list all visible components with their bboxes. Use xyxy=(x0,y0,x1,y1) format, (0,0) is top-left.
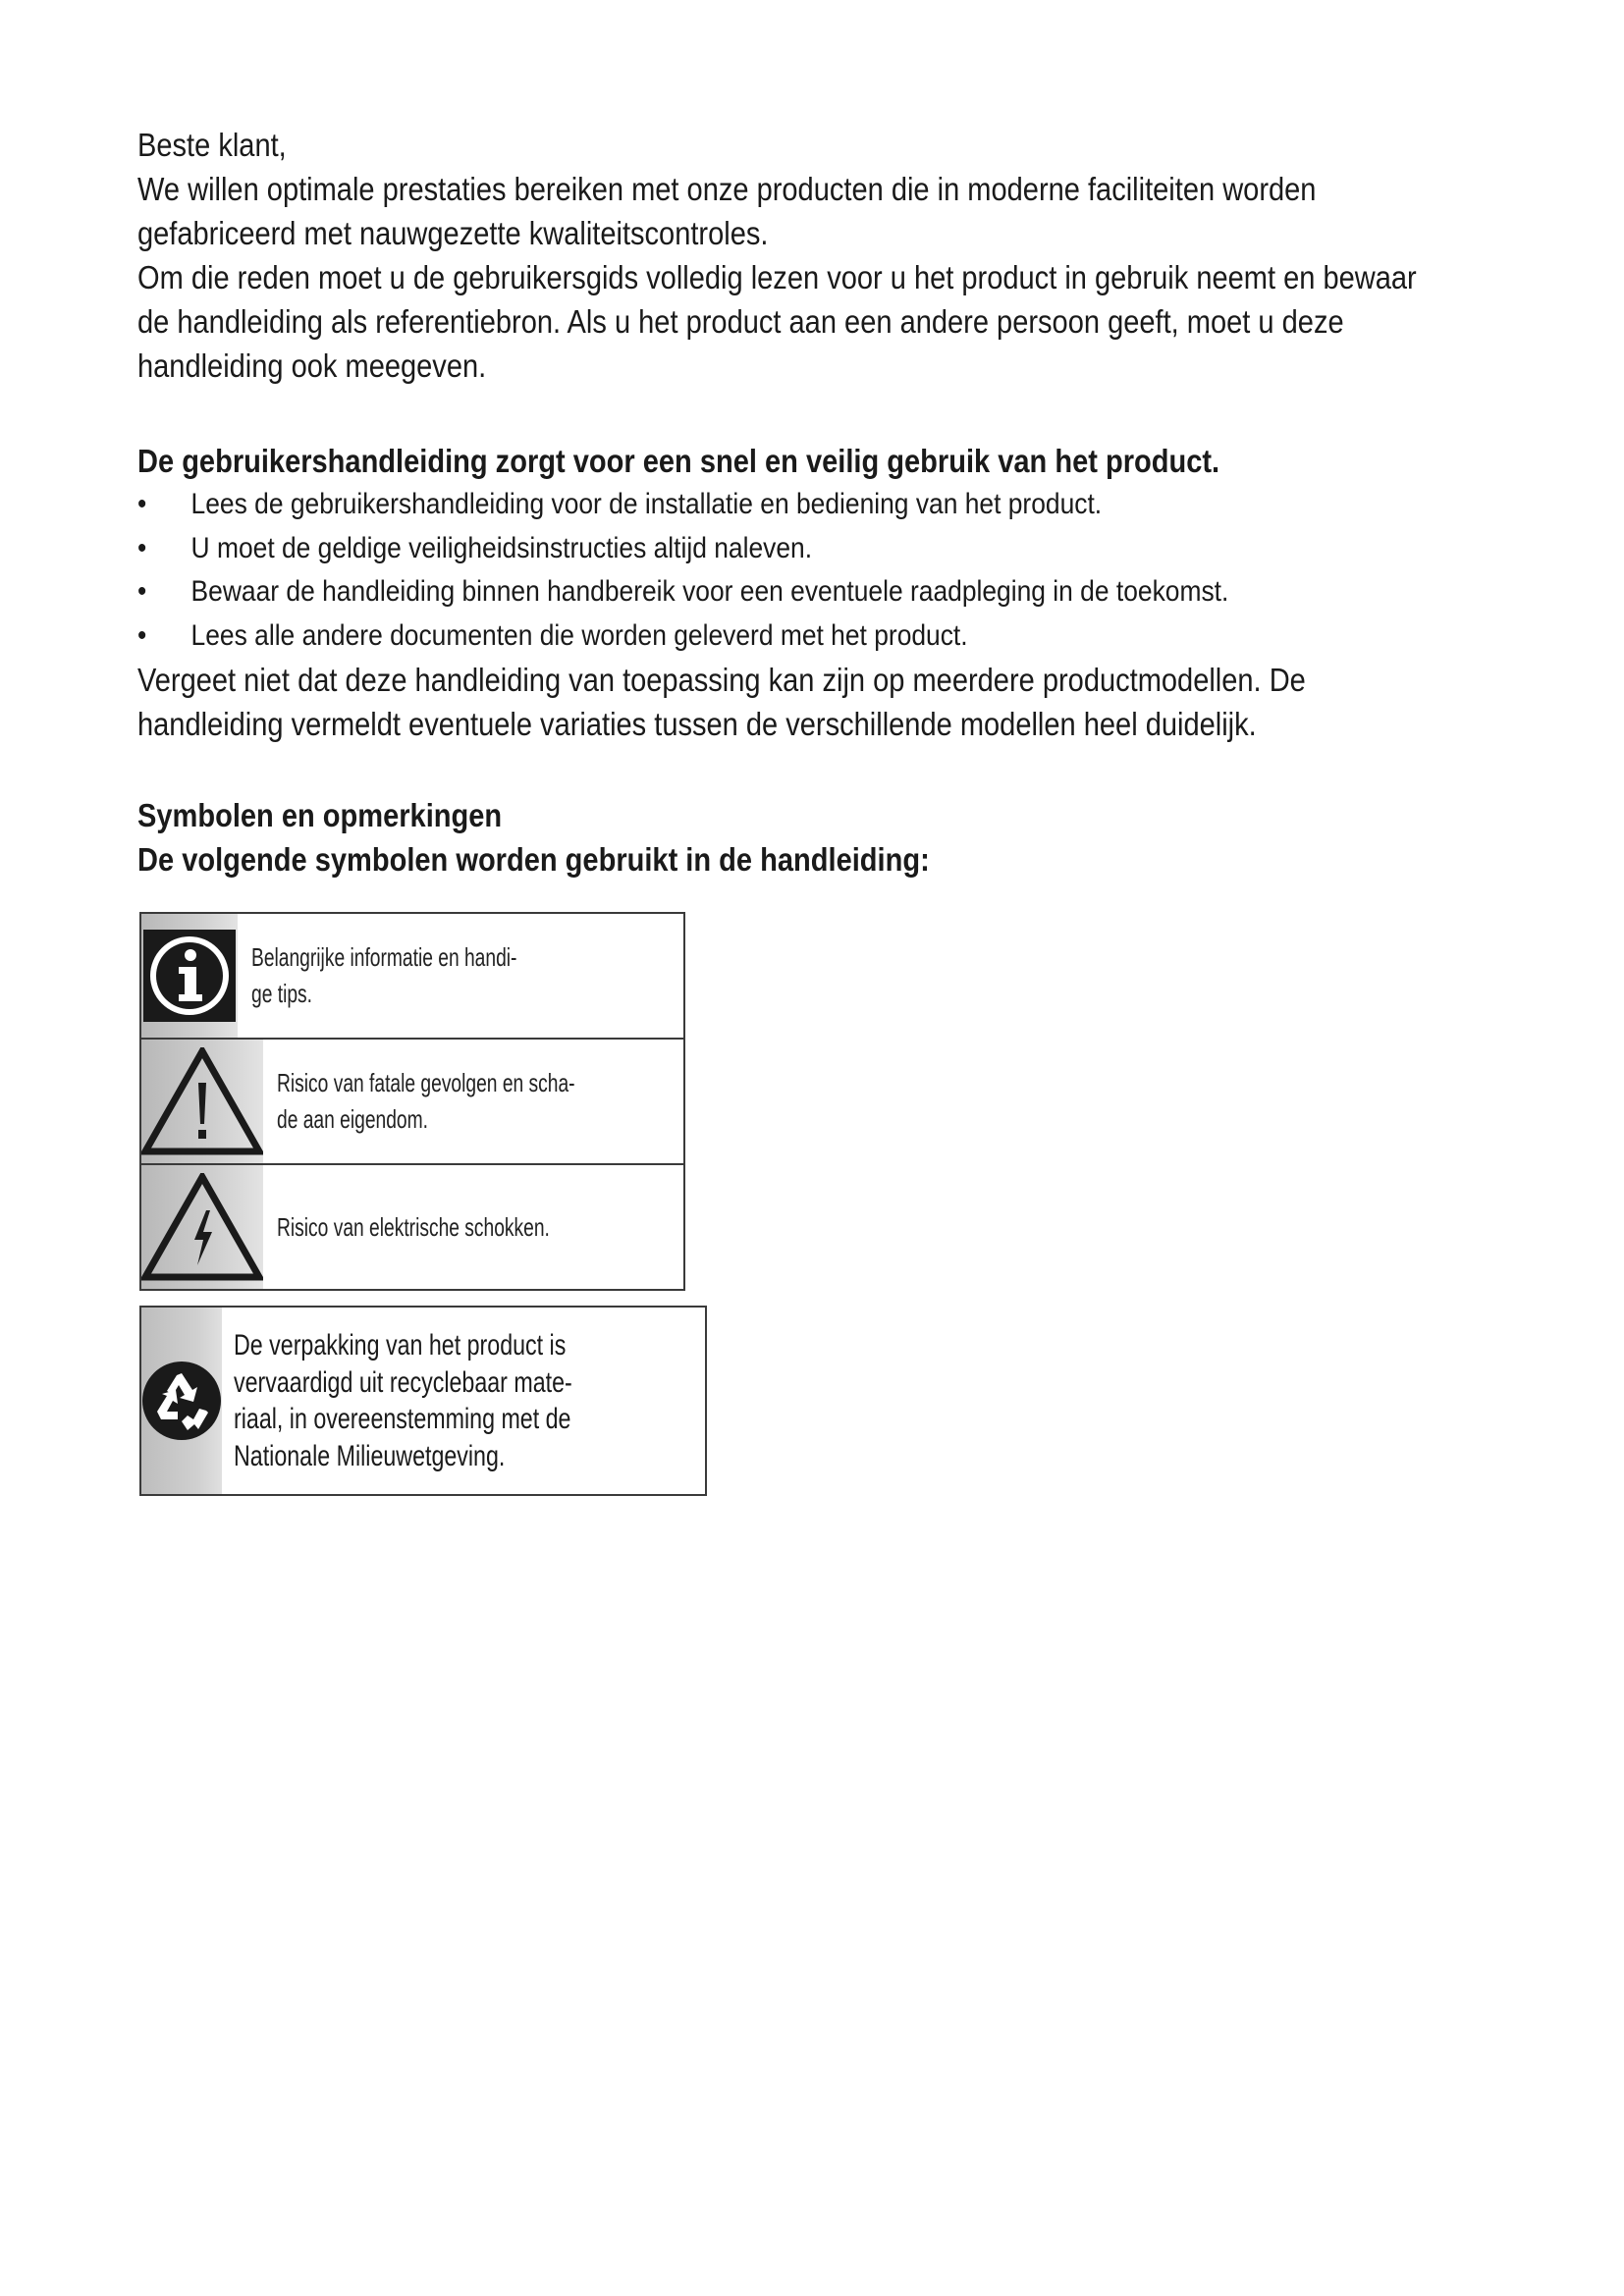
document-page xyxy=(137,123,1492,881)
symbol-row-info xyxy=(141,914,683,1040)
recycling-text-2: vervaardigd uit recyclebaar mate- xyxy=(234,1365,572,1399)
bullet-text: U moet de geldige veiligheidsinstructies altijd naleven. xyxy=(190,531,813,564)
manual-bullet-list xyxy=(137,483,1492,658)
symbol-warning-text-2: de aan eigendom. xyxy=(277,1104,428,1134)
bullet-marker: • xyxy=(137,488,147,520)
bullet-text: Bewaar de handleiding binnen handbereik voor een eventuele raadpleging in de toekomst. xyxy=(190,575,1229,608)
symbol-row-warning xyxy=(141,1040,683,1165)
intro-paragraph-2-line-3: handleiding ook meegeven. xyxy=(137,347,487,384)
manual-note-line-1: Vergeet niet dat deze handleiding van toepassing kan zijn op meerdere productmodellen. De xyxy=(137,662,1306,698)
intro-paragraph-2-line-2: de handleiding als referentiebron. Als u het product aan een andere persoon geeft, moet u deze xyxy=(137,303,1344,340)
list-item xyxy=(137,570,1488,614)
bullet-marker: • xyxy=(137,575,147,608)
symbol-row-electric xyxy=(141,1165,683,1289)
symbol-electric-text: Risico van elektrische schokken. xyxy=(277,1211,550,1242)
warning-icon xyxy=(141,1040,263,1163)
symbol-warning-text-1: Risico van fatale gevolgen en scha- xyxy=(277,1068,575,1097)
list-item xyxy=(137,614,1488,659)
manual-heading: De gebruikershandleiding zorgt voor een snel en veilig gebruik van het product. xyxy=(137,443,1220,479)
symbols-subheading: De volgende symbolen worden gebruikt in de handleiding: xyxy=(137,841,930,878)
intro-paragraph-1-line-1: We willen optimale prestaties bereiken met onze producten die in moderne faciliteiten worden xyxy=(137,171,1317,207)
recycling-text-1: De verpakking van het product is xyxy=(234,1329,567,1362)
recycling-text-4: Nationale Milieuwetgeving. xyxy=(234,1439,506,1472)
manual-note-line-2: handleiding vermeldt eventuele variaties tussen de verschillende modellen heel duidelijk. xyxy=(137,706,1257,742)
symbol-info-text-1: Belangrijke informatie en handi- xyxy=(251,942,517,972)
electric-shock-icon xyxy=(141,1165,263,1289)
bullet-text: Lees alle andere documenten die worden geleverd met het product. xyxy=(190,618,968,652)
symbols-heading: Symbolen en opmerkingen xyxy=(137,797,503,833)
info-icon xyxy=(141,914,238,1038)
symbol-info-text-2: ge tips. xyxy=(251,979,312,1008)
list-item xyxy=(137,527,1488,571)
greeting: Beste klant, xyxy=(137,127,287,163)
symbols-table xyxy=(139,912,685,1291)
intro-paragraph-1-line-2: gefabriceerd met nauwgezette kwaliteitscontroles. xyxy=(137,215,769,251)
list-item xyxy=(137,483,1488,527)
recycle-icon xyxy=(141,1308,222,1494)
intro-paragraph-2-line-1: Om die reden moet u de gebruikersgids volledig lezen voor u het product in gebruik neemt en bewaar xyxy=(137,259,1417,295)
bullet-text: Lees de gebruikershandleiding voor de installatie en bediening van het product. xyxy=(190,488,1103,520)
bullet-marker: • xyxy=(137,618,147,652)
recycling-text-3: riaal, in overeenstemming met de xyxy=(234,1403,571,1435)
bullet-marker: • xyxy=(137,531,147,564)
recycling-note xyxy=(139,1306,707,1496)
